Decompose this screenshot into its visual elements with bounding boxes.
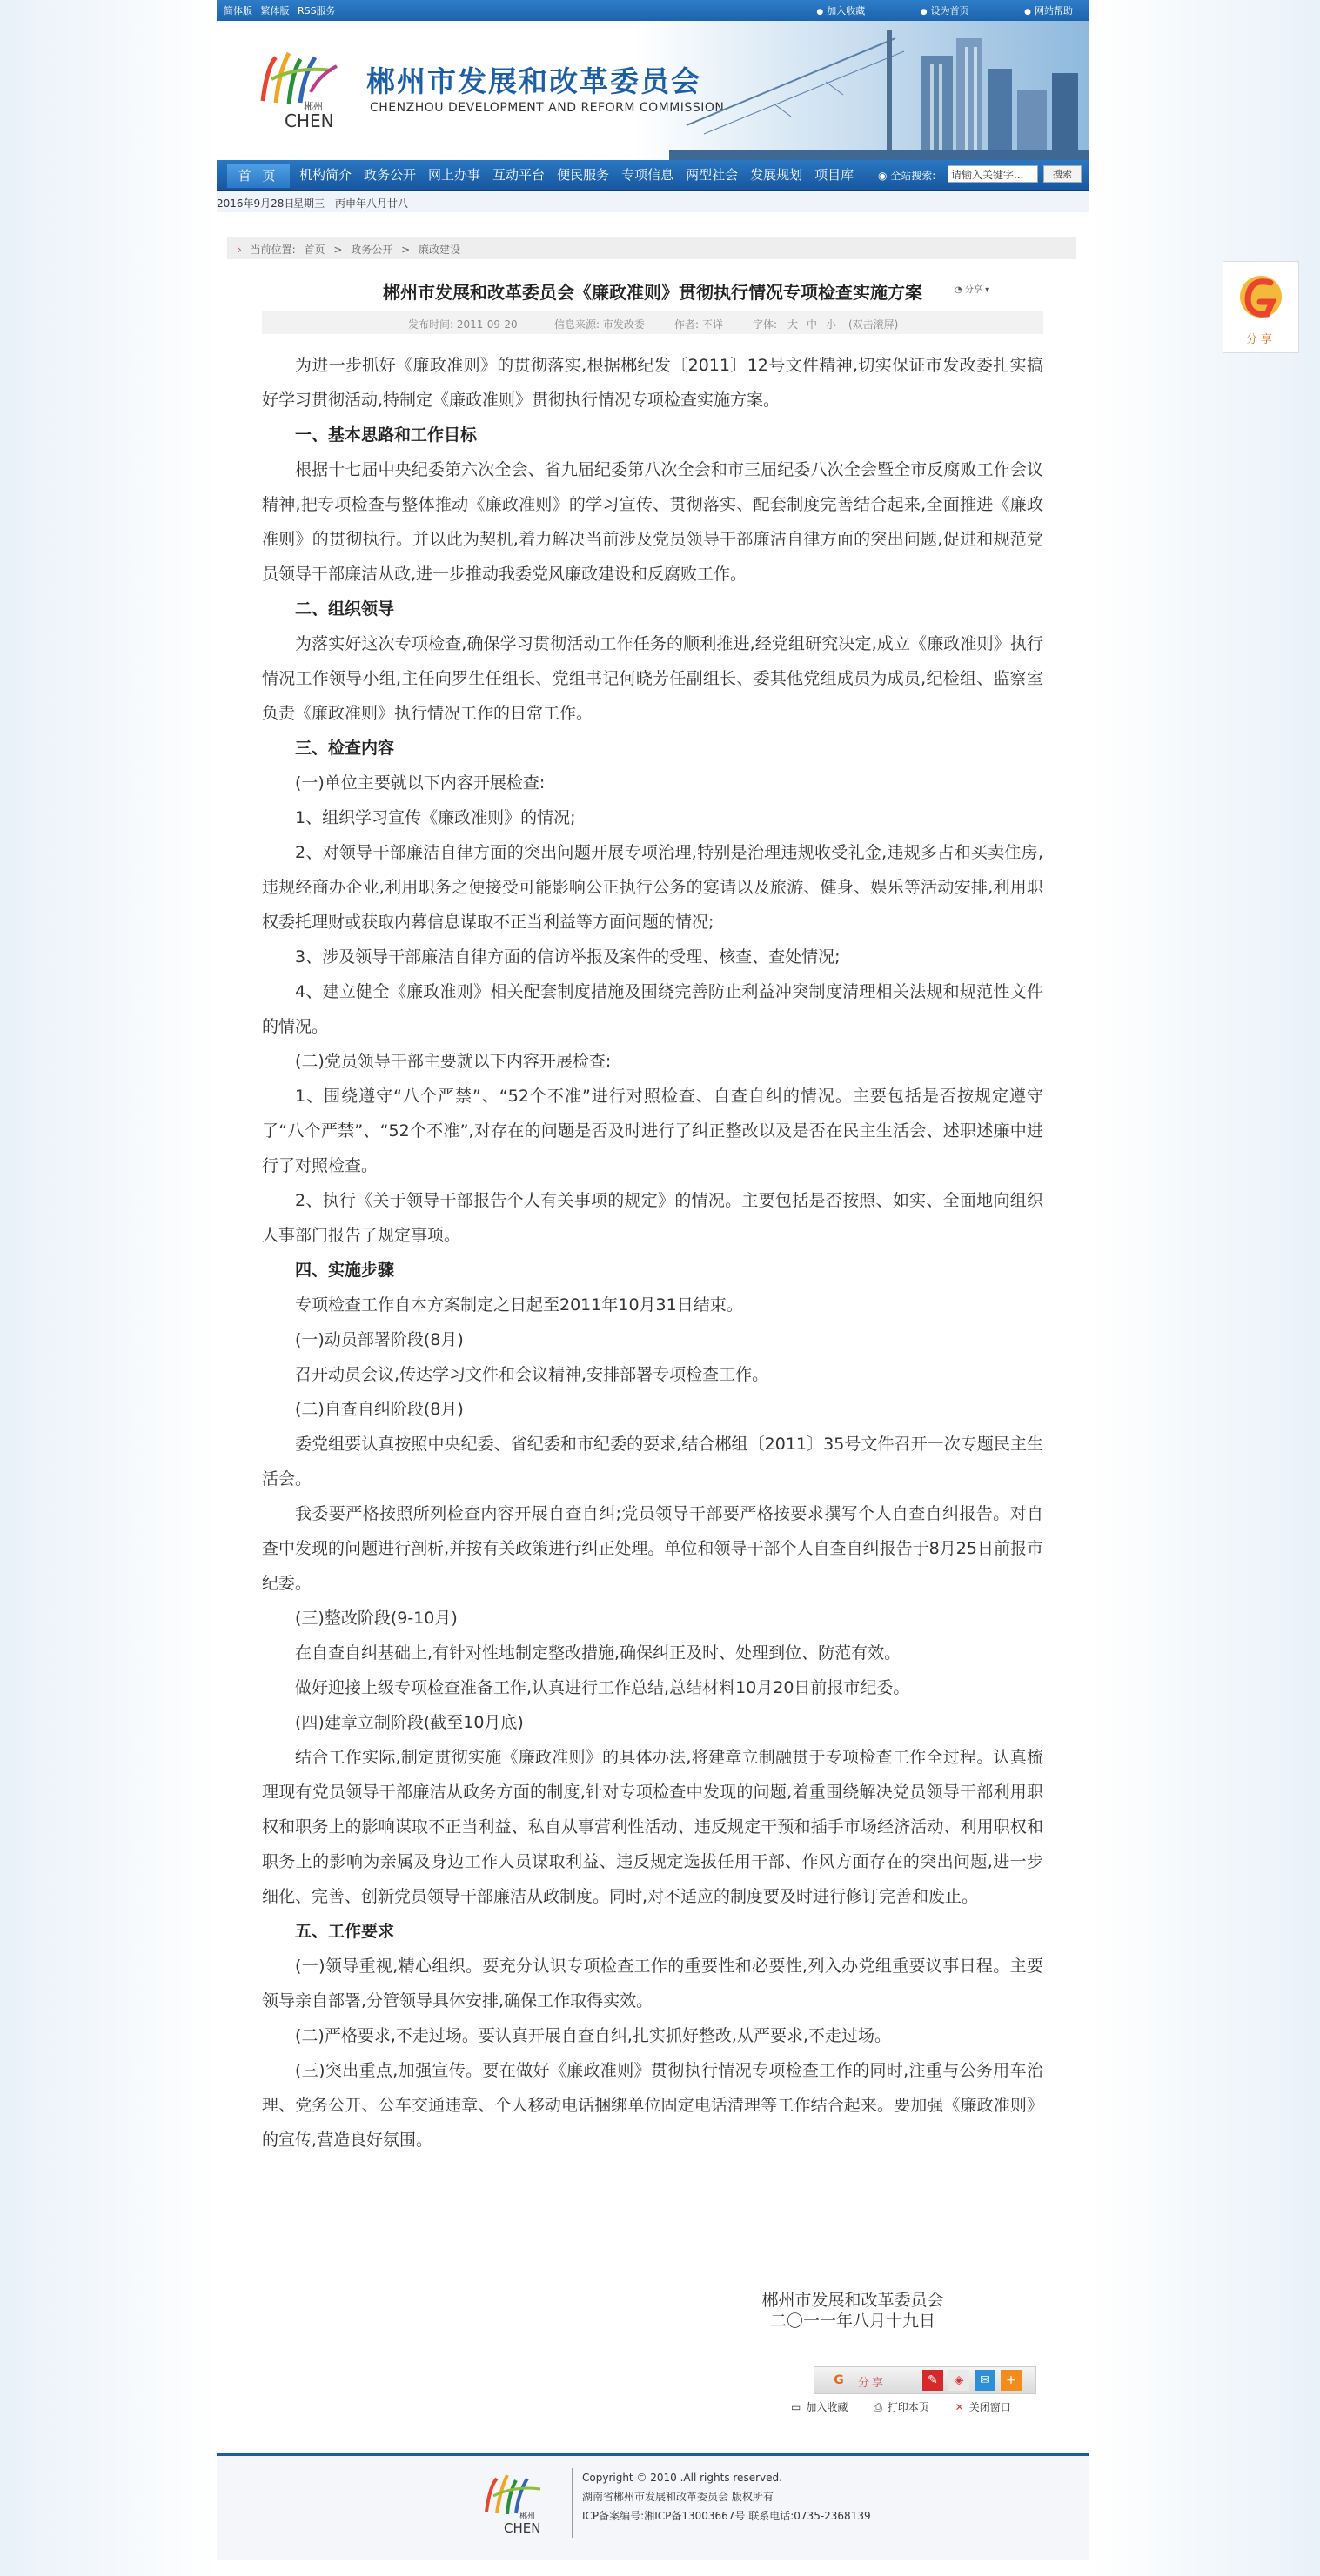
search-input[interactable] <box>948 165 1038 183</box>
footer-logo-chen-text: CHEN <box>504 2520 541 2536</box>
double-click-scroll-hint: (双击滚屏) <box>848 318 899 331</box>
lang-traditional-link[interactable]: 繁体版 <box>260 5 290 17</box>
section-heading: 四、实施步骤 <box>295 1261 395 1280</box>
nav-item-project-library[interactable]: 项目库 <box>814 167 854 183</box>
close-window-tool[interactable]: ✕ 关闭窗口 <box>955 2401 1011 2413</box>
footer-logo <box>478 2466 556 2539</box>
footer-icp: ICP备案编号:湘ICP备13003667号 联系电话:0735-2368139 <box>582 2510 871 2522</box>
logo-chinese-text: 郴州 <box>304 101 323 112</box>
article-paragraph: 在自查自纠基础上,有针对性地制定整改措施,确保纠正及时、处理到位、防范有效。 <box>295 1643 901 1663</box>
article-paragraph: 3、涉及领导干部廉洁自律方面的信访举报及案件的受理、核查、查处情况; <box>295 947 841 967</box>
share-logo-icon: G <box>834 2373 844 2387</box>
breadcrumb-item-clean-gov[interactable]: 廉政建设 <box>418 244 460 256</box>
article-paragraph: 召开动员会议,传达学习文件和会议精神,安排部署专项检查工作。 <box>295 1365 769 1384</box>
bookmark-tool[interactable]: ▭ 加入收藏 <box>791 2401 848 2413</box>
site-logo[interactable] <box>250 40 354 136</box>
rss-link[interactable]: RSS服务 <box>298 5 336 17</box>
nav-items <box>293 160 860 190</box>
set-homepage-link[interactable]: ● 设为首页 <box>920 5 969 17</box>
info-source: 信息来源: 市发改委 <box>554 318 645 331</box>
article-paragraph: 1、围绕遵守“八个严禁”、“52个不准”进行对照检查、自查自纠的情况。主要包括是否按规定遵守了“八个严禁”、“52个不准”,对存在的问题是否及时进行了纠正整改以及是否在民主生活会、述职述廉中进行了对照检查。 <box>262 1087 1043 1175</box>
page-background-left <box>0 0 218 2576</box>
article-paragraph: (二)严格要求,不走过场。要认真开展自查自纠,扎实抓好整改,从严要求,不走过场。 <box>295 2026 891 2045</box>
nav-home[interactable]: 首 页 <box>227 164 290 188</box>
bookmark-link[interactable]: ● 加入收藏 <box>816 5 866 17</box>
renren-icon[interactable]: ◈ <box>948 2370 969 2391</box>
share-bar <box>814 2366 1036 2394</box>
footer-text <box>582 2468 871 2526</box>
article-paragraph: 为落实好这次专项检查,确保学习贯彻活动工作任务的顺利推进,经党组研究决定,成立《廉政准则》执行情况工作领导小组,主任向罗生任组长、党组书记何晓芳任副组长、委其他党组成员为成员,纪检组、监察室负责《廉政准则》执行情况工作的日常工作。 <box>262 634 1043 723</box>
nav-item-about[interactable]: 机构简介 <box>299 167 352 183</box>
font-size-label: 字体: <box>753 318 778 331</box>
help-link[interactable]: ● 网站帮助 <box>1024 5 1073 17</box>
footer-divider <box>572 2468 573 2538</box>
dot-icon: ● <box>1024 8 1031 17</box>
breadcrumb-separator: > <box>333 244 343 256</box>
signature-org: 郴州市发展和改革委员会 <box>761 2291 944 2310</box>
article-paragraph: 1、组织学习宣传《廉政准则》的情况; <box>295 808 576 827</box>
article-paragraph: (一)动员部署阶段(8月) <box>295 1330 464 1349</box>
article-paragraph: 2、对领导干部廉洁自律方面的突出问题开展专项治理,特别是治理违规收受礼金,违规多占和买卖住房,违规经商办企业,利用职务之便接受可能影响公正执行公务的宴请以及旅游、健身、娱乐等活动安排,利用职权委托理财或获取内幕信息谋取不正当利益等方面问题的情况; <box>262 843 1043 932</box>
print-icon: ⎙ <box>874 2401 882 2413</box>
article-paragraph: 2、执行《关于领导干部报告个人有关事项的规定》的情况。主要包括是否按照、如实、全面地向组织人事部门报告了规定事项。 <box>262 1191 1043 1245</box>
city-skyline-illustration <box>669 21 1089 160</box>
section-heading: 二、组织领导 <box>295 599 395 619</box>
more-share-icon[interactable]: + <box>1001 2370 1022 2391</box>
close-icon: ✕ <box>955 2401 964 2413</box>
nav-item-online-service[interactable]: 网上办事 <box>428 167 481 183</box>
nav-item-gov-open[interactable]: 政务公开 <box>364 167 417 183</box>
breadcrumb-item-gov-open[interactable]: 政务公开 <box>351 244 393 256</box>
publish-time: 发布时间: 2011-09-20 <box>408 318 518 331</box>
article-paragraph: 委党组要认真按照中央纪委、省纪委和市纪委的要求,结合郴组〔2011〕35号文件召开一次专题民主生活会。 <box>262 1435 1043 1489</box>
article-paragraph: 专项检查工作自本方案制定之日起至2011年10月31日结束。 <box>295 1295 743 1315</box>
article-paragraph: 为进一步抓好《廉政准则》的贯彻落实,根据郴纪发〔2011〕12号文件精神,切实保证市发改委扎实搞好学习贯彻活动,特制定《廉政准则》贯彻执行情况专项检查实施方案。 <box>262 356 1043 410</box>
article-paragraph: (二)自查自纠阶段(8月) <box>295 1400 464 1419</box>
logo-chen-text: CHEN <box>285 110 334 131</box>
page-title: 郴州市发展和改革委员会《廉政准则》贯彻执行情况专项检查实施方案 <box>383 282 922 303</box>
section-heading: 一、基本思路和工作目标 <box>295 425 478 445</box>
folder-icon: ▭ <box>791 2401 801 2413</box>
lunar-date: 丙申年八月廿八 <box>335 197 409 210</box>
date-bar <box>217 191 1089 212</box>
nav-item-special-info[interactable]: 专项信息 <box>621 167 674 183</box>
top-utility-bar <box>217 0 1089 21</box>
site-footer <box>217 2453 1089 2560</box>
signature <box>217 2290 1089 2332</box>
page-wrapper <box>217 0 1089 2576</box>
article-paragraph: 结合工作实际,制定贯彻实施《廉政准则》的具体办法,将建章立制融贯于专项检查工作全过程。认真梳理现有党员领导干部廉洁从政务方面的制度,针对专项检查中发现的问题,着重围绕解决党员领导干部利用职权和职务上的影响谋取不正当利益、私自从事营利性活动、违反规定干预和插手市场经济活动、利用职权和职务上的影响为亲属及身边工作人员谋取利益、违反规定选拔任用干部、作风方面存在的突出问题,进一步细化、完善、创新党员领导干部廉洁从政制度。同时,对不适应的制度要及时进行修订完善和废止。 <box>262 1748 1043 1906</box>
signature-date: 二〇一一年八月十九日 <box>769 2312 935 2331</box>
section-heading: 三、检查内容 <box>295 739 395 758</box>
footer-owner: 湖南省郴州市发展和改革委员会 版权所有 <box>582 2491 774 2503</box>
breadcrumb-item-home[interactable]: 首页 <box>304 244 325 256</box>
nav-item-interaction[interactable]: 互动平台 <box>492 167 546 183</box>
share-icon: ◔ <box>955 285 965 295</box>
article-paragraph: 根据十七届中央纪委第六次全会、省九届纪委第八次全会和市三届纪委八次全会暨全市反腐败工作会议精神,把专项检查与整体推动《廉政准则》的学习宣传、贯彻落实、配套制度完善结合起来,全面推进《廉政准则》的贯彻执行。并以此为契机,着力解决当前涉及党员领导干部廉洁自律方面的突出问题,促进和规范党员领导干部廉洁从政,进一步推动我委党风廉政建设和反腐败工作。 <box>262 460 1043 584</box>
current-date: 2016年9月28日 <box>217 197 295 210</box>
author: 作者: 不详 <box>674 318 723 331</box>
article-tools <box>791 2399 1034 2414</box>
site-name: 郴州市发展和改革委员会 <box>366 64 701 98</box>
article-paragraph: (一)领导重视,精心组织。要充分认识专项检查工作的重要性和必要性,列入办党组重要议事日程。主要领导亲自部署,分管领导具体安排,确保工作取得实效。 <box>262 1957 1043 2011</box>
article-paragraph: (一)单位主要就以下内容开展检查: <box>295 773 546 793</box>
search-button[interactable]: 搜索 <box>1043 165 1082 183</box>
article-paragraph: (三)整改阶段(9-10月) <box>295 1609 458 1628</box>
current-weekday: 星期三 <box>293 197 325 210</box>
breadcrumb-separator: > <box>401 244 411 256</box>
share-mini-button[interactable]: ◔ 分享 ▾ <box>955 285 990 295</box>
chevron-down-icon: ▾ <box>982 285 990 295</box>
font-size-large[interactable]: 大 <box>787 318 799 331</box>
sina-weibo-icon[interactable]: ✎ <box>922 2370 943 2391</box>
font-size-medium[interactable]: 中 <box>807 318 818 331</box>
footer-logo-chinese-text: 郴州 <box>519 2512 536 2521</box>
article-paragraph: (二)党员领导干部主要就以下内容开展检查: <box>295 1052 612 1071</box>
dot-icon: ● <box>816 8 824 17</box>
floating-share-icon <box>1237 271 1284 325</box>
breadcrumb-arrow-icon: › <box>238 244 242 256</box>
utility-links <box>764 3 1073 17</box>
floating-share-button[interactable] <box>1223 261 1299 353</box>
nav-item-two-type-society[interactable]: 两型社会 <box>686 167 739 183</box>
print-tool[interactable]: ⎙ 打印本页 <box>874 2401 929 2413</box>
search-label: ◉ 全站搜索: <box>878 170 936 182</box>
site-header <box>217 21 1089 160</box>
search-icon: ◉ <box>878 170 891 182</box>
language-links <box>224 3 341 17</box>
article-meta-bar <box>262 311 1043 334</box>
article-paragraph: (三)突出重点,加强宣传。要在做好《廉政准则》贯彻执行情况专项检查工作的同时,注重与公务用车治理、党务公开、公车交通违章、个人移动电话捆绑单位固定电话清理等工作结合起来。要加强《廉政准则》的宣传,营造良好氛围。 <box>262 2061 1043 2150</box>
section-heading: 五、工作要求 <box>295 1922 395 1941</box>
font-size-small[interactable]: 小 <box>826 318 837 331</box>
nav-item-planning[interactable]: 发展规划 <box>750 167 803 183</box>
article-paragraph: 我委要严格按照所列检查内容开展自查自纠;党员领导干部要严格按要求撰写个人自查自纠报告。对自查中发现的问题进行剖析,并按有关政策进行纠正处理。单位和领导干部个人自查自纠报告于8月25日前报市纪委。 <box>262 1504 1043 1593</box>
article-paragraph: 4、建立健全《廉政准则》相关配套制度措施及围绕完善防止利益冲突制度清理相关法规和规范性文件的情况。 <box>262 982 1043 1036</box>
main-nav <box>217 160 1089 191</box>
qzone-icon[interactable]: ✉ <box>975 2370 995 2391</box>
article-paragraph: 做好迎接上级专项检查准备工作,认真进行工作总结,总结材料10月20日前报市纪委。 <box>295 1678 910 1697</box>
site-english-name: CHENZHOU DEVELOPMENT AND REFORM COMMISSION <box>370 101 725 115</box>
lang-simplified-link[interactable]: 简体版 <box>224 5 252 17</box>
footer-copyright: Copyright © 2010 .All rights reserved. <box>582 2472 782 2484</box>
article-body <box>262 348 1043 2158</box>
floating-share-label: 分享 <box>1245 333 1276 346</box>
page-background-right <box>1089 0 1320 2576</box>
breadcrumb-label: 当前位置: <box>250 244 296 256</box>
article-paragraph: (四)建章立制阶段(截至10月底) <box>295 1713 524 1732</box>
dot-icon: ● <box>920 8 928 17</box>
breadcrumb <box>227 237 1076 259</box>
share-bar-label[interactable]: 分享 <box>858 2377 887 2390</box>
nav-item-public-service[interactable]: 便民服务 <box>557 167 610 183</box>
